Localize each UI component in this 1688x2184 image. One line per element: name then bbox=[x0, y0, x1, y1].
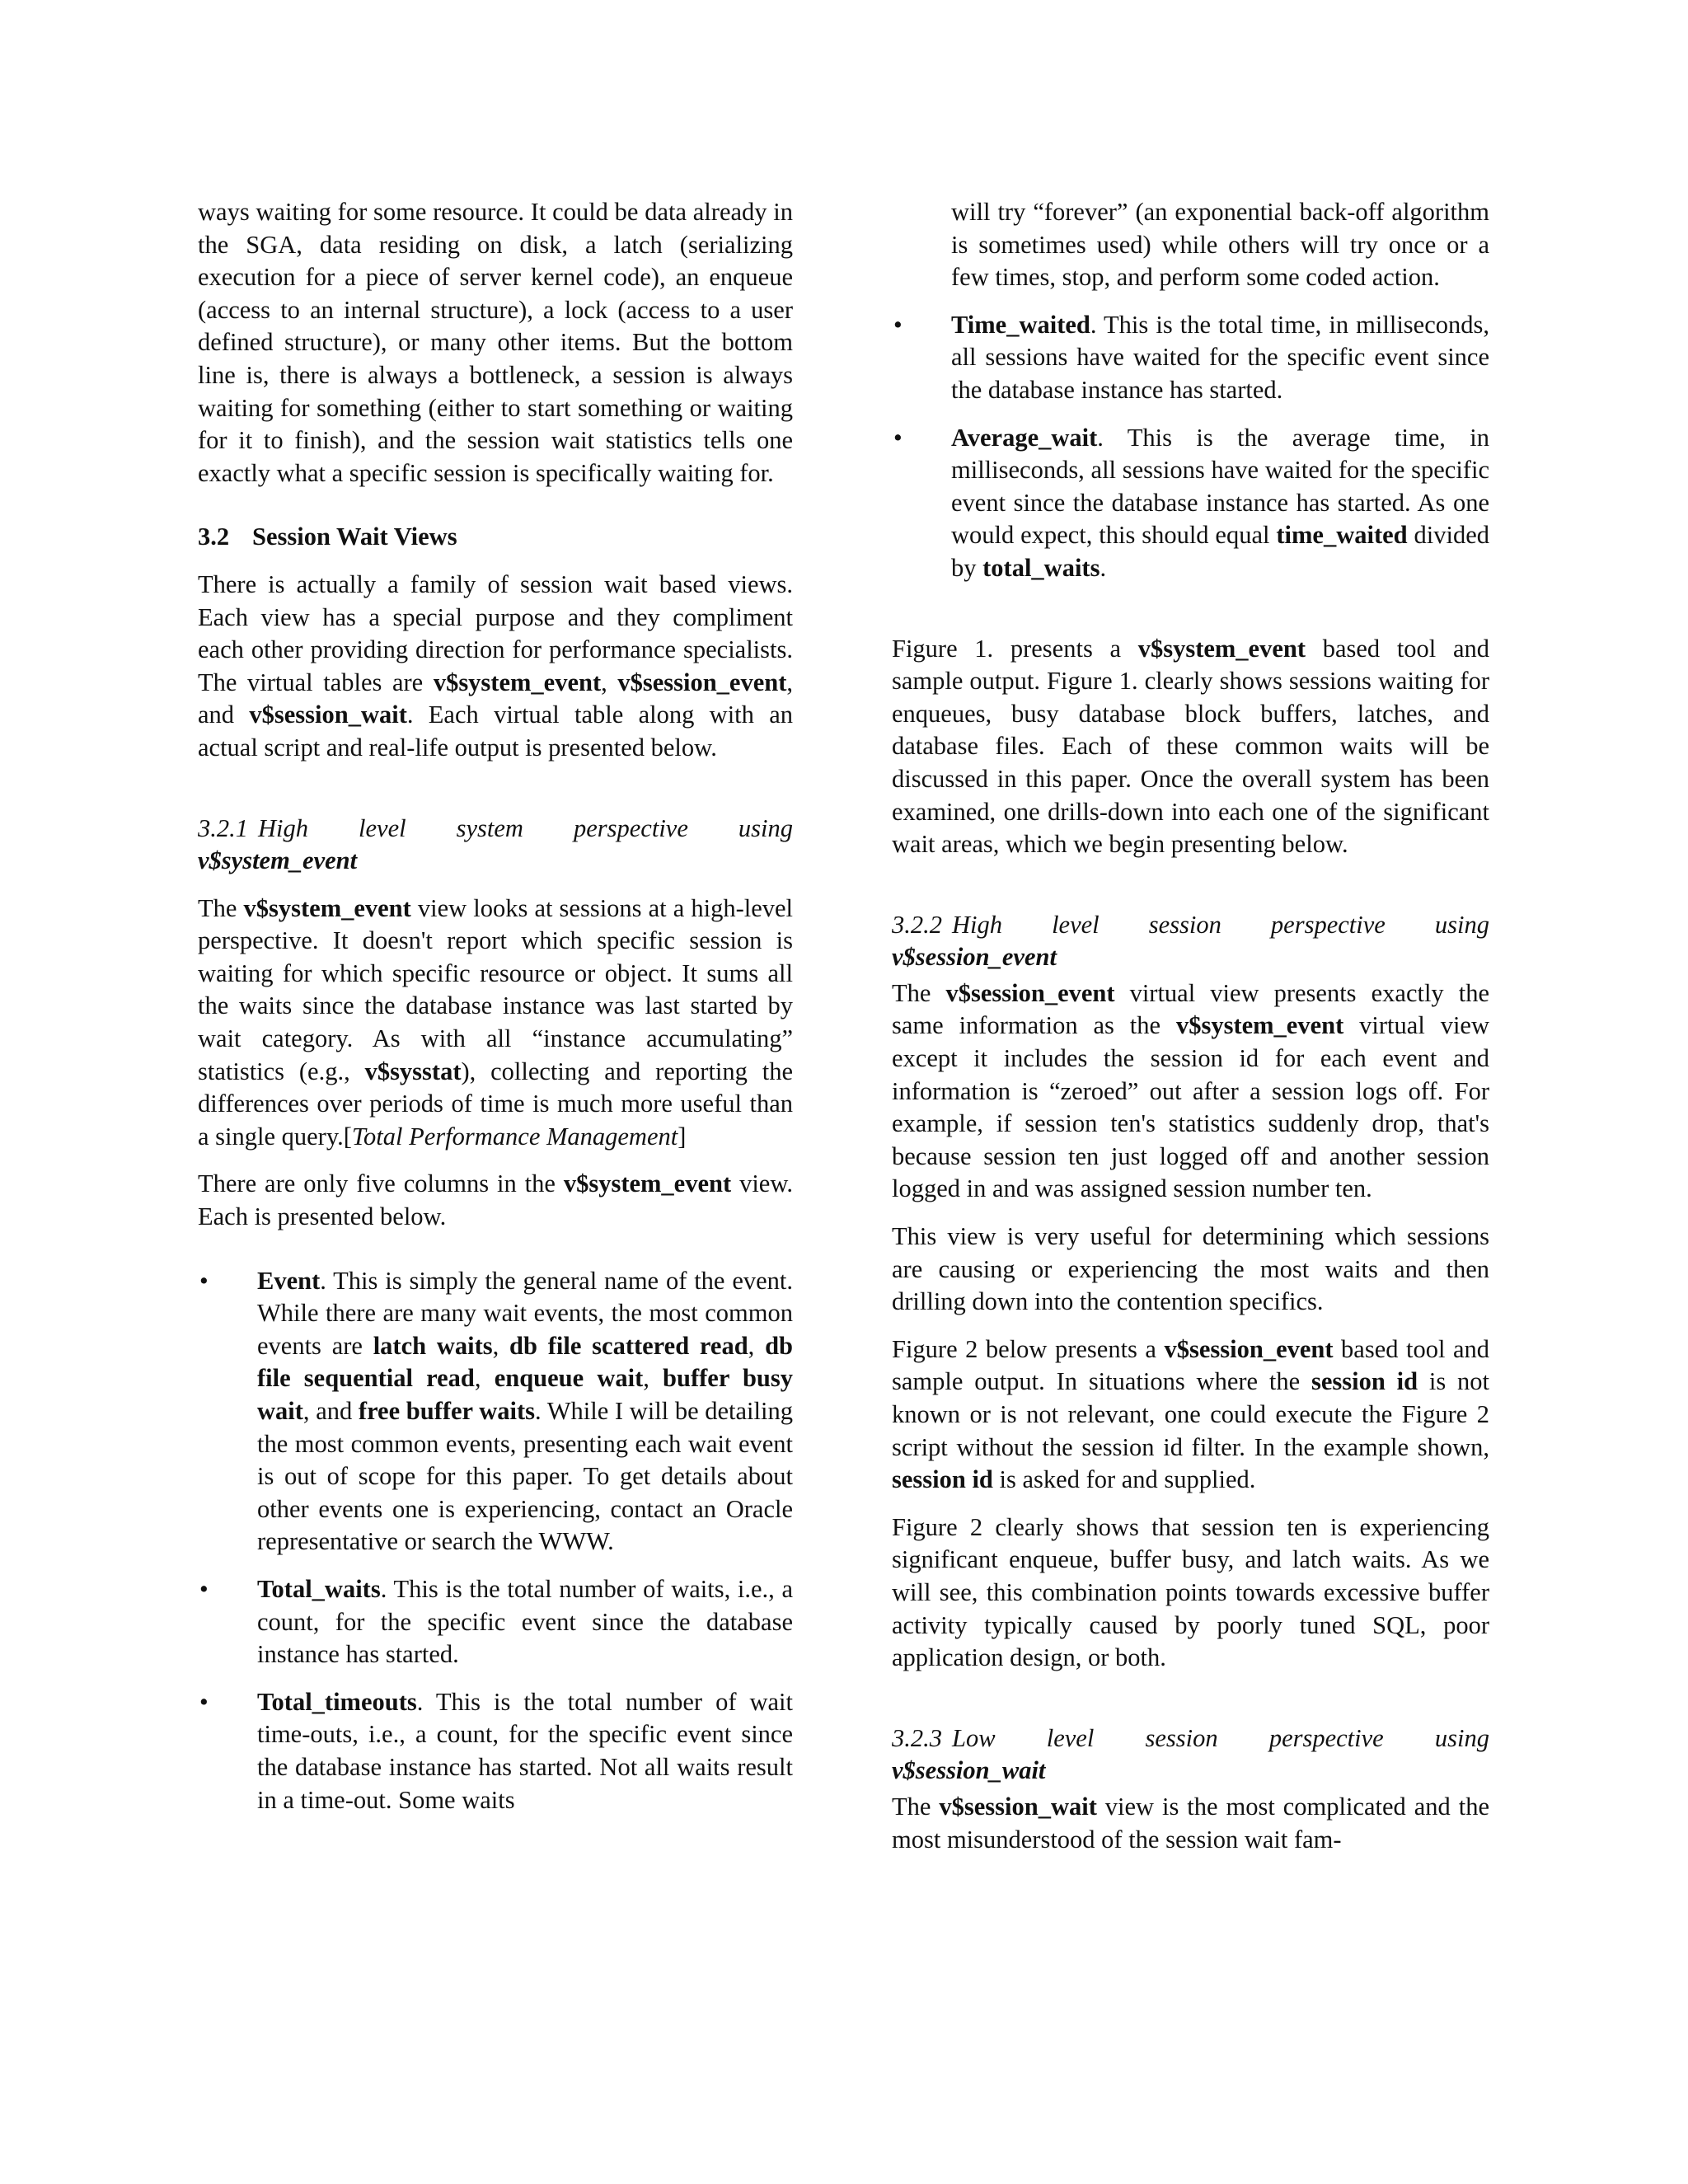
subsection-3-2-2-paragraph-2: This view is very useful for determining which sessions are causing or experiencing the most waits and then drilling down into the contention specifics. bbox=[892, 1222, 1489, 1316]
section-number: 3.2 bbox=[198, 523, 230, 551]
subsection-3-2-2-paragraph-3: Figure 2 below presents a v$session_event based tool and sample output. In situations where the session id is not known or is not relevant, one could execute the Figure 2 script without the session id filter. In the example shown, session id is asked for and supplied. bbox=[892, 1334, 1489, 1494]
bullet-icon: • bbox=[893, 310, 903, 339]
five-columns-paragraph: There are only five columns in the v$system_event view. Each is presented below. bbox=[198, 1169, 794, 1231]
subsection-3-2-1-heading bbox=[198, 813, 793, 878]
subsection-3-2-2-paragraph-1: The v$session_event virtual view presents exactly the same information as the v$system_event virtual view except it includes the session id for each event and information is “zeroed” out after a session logs off. For example, if session ten's statistics suddenly drop, that's because session ten just logged off and another session logged in and was assigned session number ten. bbox=[892, 978, 1489, 1203]
subsection-3-2-1-paragraph: The v$system_event view looks at sessions at a high-level perspective. It doesn't report which specific session is waiting for which specific resource or object. It sums all the waits since the database instance was last started by wait category. As with all “instance accumulating” statistics (e.g., v$sysstat), collecting and reporting the differences over periods of time is much more useful than a single query.[Total Performance Management] bbox=[198, 893, 793, 1151]
list-item-total-waits: • Total_waits. This is the total number of waits, i.e., a count, for the specific event since the database instance has started. bbox=[199, 1574, 793, 1669]
list-item-event: • Event. This is simply the general name of the event. While there are many wait events, the most common events are latch waits, db file scattered read, db file sequential read, enqueue wait, buffer busy wait, and free buffer waits. While I will be detailing the most common events, presenting each wait event is out of scope for this paper. To get details about other events one is experiencing, contact an Oracle representative or search the WWW. bbox=[199, 1266, 794, 1556]
bullet-continuation-text: will try “forever” (an exponential back-off algorithm is sometimes used) while others will try once or a few times, stop, and perform some coded action. bbox=[951, 198, 1489, 292]
bullet-icon: • bbox=[199, 1574, 209, 1603]
subsection-heading-line1: 3.2.3 Low level session perspective using bbox=[892, 1723, 1489, 1752]
list-item-total-timeouts: • Total_timeouts. This is the total number of wait time-outs, i.e., a count, for the specific event since the database instance has started. Not all waits result in a time-out. Some waits bbox=[199, 1687, 793, 1814]
subsection-heading-line2: v$system_event bbox=[198, 846, 358, 875]
subsection-3-2-2-paragraph-4: Figure 2 clearly shows that session ten is experiencing significant enqueue, buffer busy, and latch waits. As we will see, this combination points towards excessive buffer activity typically caused by poorly tuned SQL, poor application design, or both. bbox=[892, 1512, 1489, 1672]
subsection-3-2-3-paragraph: The v$session_wait view is the most complicated and the most misunderstood of the session wait fam- bbox=[892, 1792, 1489, 1854]
subsection-3-2-3-heading bbox=[892, 1722, 1489, 1788]
list-item-time-waited: • Time_waited. This is the total time, in milliseconds, all sessions have waited for the specific event since the database instance has started. bbox=[893, 310, 1489, 404]
bullet-icon: • bbox=[893, 423, 903, 452]
subsection-heading-line2: v$session_event bbox=[892, 943, 1057, 972]
right-column bbox=[892, 196, 1489, 1856]
section-title: Session Wait Views bbox=[252, 523, 457, 551]
bullet-icon: • bbox=[199, 1266, 209, 1295]
columns-bullet-list bbox=[198, 1265, 793, 1817]
columns-bullet-list-continued bbox=[892, 309, 1489, 585]
subsection-3-2-2-heading bbox=[892, 909, 1489, 974]
section-3-2-paragraph: There is actually a family of session wait based views. Each view has a special purpose and they compliment each other providing direction for performance specialists. The virtual tables are v$system_event, v$session_event, and v$session_wait. Each virtual table along with an actual script and real-life output is presented below. bbox=[198, 569, 793, 762]
left-column bbox=[198, 196, 793, 1816]
list-item-average-wait: • Average_wait. This is the average time, in milliseconds, all sessions have waited for the specific event since the database instance has started. As one would expect, this should equal time_waited divided by total_waits. bbox=[893, 423, 1489, 582]
intro-paragraph: ways waiting for some resource. It could be data already in the SGA, data residing on disk, a latch (serializing execution for a piece of server kernel code), an enqueue (access to an internal structure), a lock (access to a user defined structure), or many other items. But the bottom line is, there is always a bottleneck, a session is always waiting for something (either to start something or waiting for it to finish), and the session wait statistics tells one exactly what a specific session is specifically waiting for. bbox=[198, 198, 793, 487]
subsection-heading-line2: v$session_wait bbox=[892, 1756, 1046, 1785]
figure-1-paragraph: Figure 1. presents a v$system_event based tool and sample output. Figure 1. clearly shows sessions waiting for enqueues, busy database block buffers, latches, and database files. Each of these common waits will be discussed in this paper. Once the overall system has been examined, one drills-down into each one of the significant wait areas, which we begin presenting below. bbox=[892, 634, 1489, 859]
bullet-icon: • bbox=[199, 1687, 209, 1716]
section-3-2-heading bbox=[198, 521, 793, 554]
subsection-heading-line1: 3.2.2 High level session perspective using bbox=[892, 910, 1489, 939]
subsection-heading-line1: 3.2.1 High level system perspective using bbox=[198, 813, 793, 842]
